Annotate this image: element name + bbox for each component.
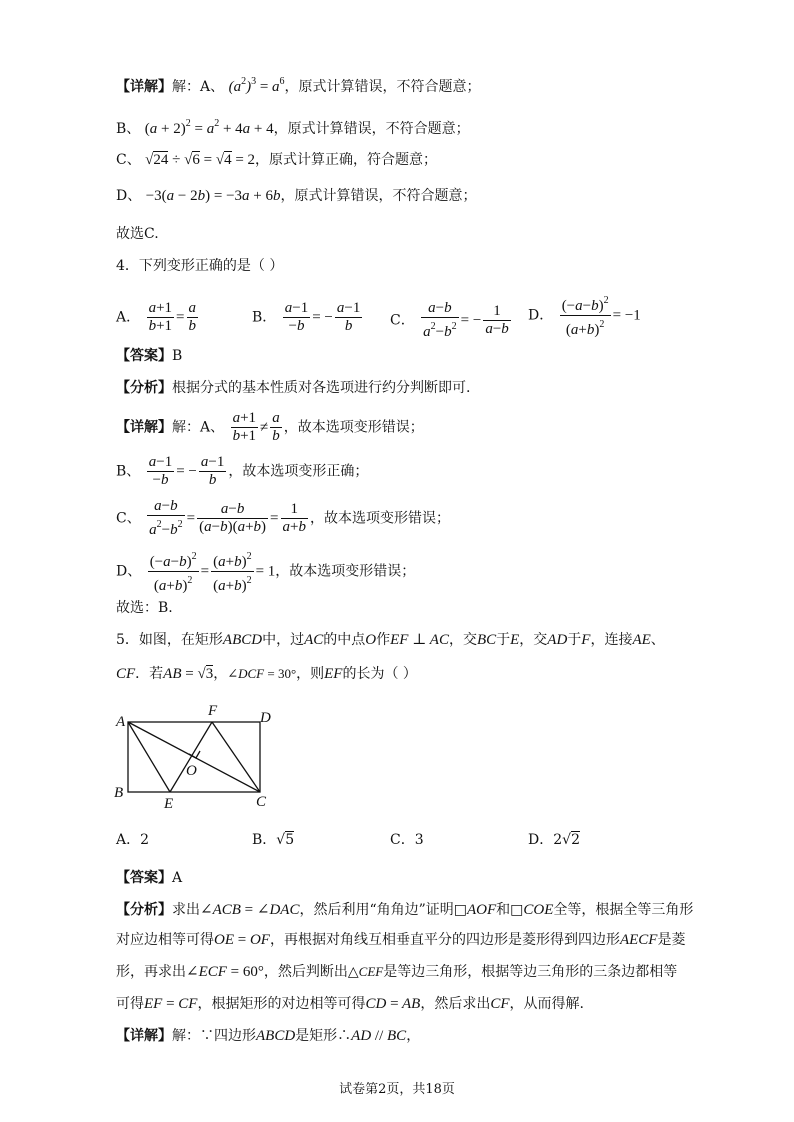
q5-detail-line1: 【详解】解：∵四边形ABCD是矩形∴AD // BC， [116, 1028, 421, 1044]
fraction: $\frac{a-1}{-b}$ [148, 454, 173, 488]
analysis-text: 全等，根据全等三角形 [553, 902, 694, 918]
page-footer: 试卷第2页，共18页 [339, 1082, 455, 1097]
option-label: C． [390, 312, 415, 329]
q5-stem-line2: CF．若AB = √3，∠DCF = 30°，则EF的长为（ ） [116, 666, 417, 682]
note: ，故本选项变形错误； [283, 419, 424, 436]
q5-analysis-line2: 对应边相等可得OE = OF，再根据对角线互相垂直平分的四边形是菱形得到四边形AECF是菱 [116, 932, 686, 948]
detail-tag: 【详解】 [116, 79, 172, 95]
option-value: 2 [553, 832, 563, 848]
segment-ef [170, 722, 212, 792]
fraction: $\frac{a-1}{-b}$ [284, 300, 309, 334]
analysis-text: 可得 [116, 996, 144, 1012]
fraction: $\frac{a}{b}$ [272, 410, 280, 444]
option-label: D． [528, 307, 554, 324]
stem-text: ．若 [135, 666, 164, 682]
detail-text: 解：∵四边形 [172, 1028, 256, 1044]
stem-text: ，则 [296, 666, 325, 682]
stem-text: ，交 [519, 632, 548, 648]
fraction: $\frac{a-1}{b}$ [336, 300, 361, 334]
q5-option-c [390, 830, 424, 850]
option-label: A． [116, 309, 141, 326]
stem-text: ，连接 [590, 632, 633, 648]
analysis-text: ，然后判断出△ [263, 964, 359, 980]
math-expression: $(a^2)^3 = a^6$ [228, 76, 285, 95]
option-label: C． [390, 832, 415, 848]
option-label: B． [252, 832, 277, 848]
q4-answer [116, 346, 182, 366]
label-a: A [116, 714, 126, 730]
option-label: C、 [116, 152, 141, 168]
q4-stem: 4．下列变形正确的是（ ） [116, 258, 284, 274]
q4-option-b: B． $\frac{a-1}{-b}$ = − $\frac{a-1}{b}$ [252, 300, 361, 334]
rectangle-figure [110, 700, 290, 812]
analysis-text: 求出 [172, 902, 200, 918]
analysis-text: 根据分式的基本性质对各选项进行约分判断即可. [172, 380, 471, 396]
q5-option-a [116, 830, 149, 850]
option-label: D． [528, 832, 554, 848]
label-f: F [208, 703, 218, 719]
answer-value: A [172, 870, 183, 886]
option-value: 5 [285, 832, 295, 848]
note: ，故本选项变形错误； [275, 563, 416, 580]
q4-analysis [116, 378, 470, 398]
fraction: $\frac{a-b}{a^2-b^2}$ [149, 498, 183, 538]
stem-text: 5．如图，在矩形 [116, 632, 223, 648]
q3-detail-line-d [116, 186, 477, 206]
analysis-text: ，再根据对角线互相垂直平分的四边形是菱形得到四边形 [269, 932, 620, 948]
fraction: $\frac{1}{a+b}$ [282, 501, 306, 535]
q4-detail-b: B、 $\frac{a-1}{-b}$ = − $\frac{a-1}{b}$ ，故本选项变形正确； [116, 454, 369, 488]
label-d: D [260, 710, 271, 726]
analysis-text: ，然后求出 [420, 996, 491, 1012]
q5-stem-line1: 5．如图，在矩形ABCD中，过AC的中点O作EF ⊥ AC，交BC于E，交AD于F，连接AE、 [116, 632, 665, 648]
fraction: $\frac{a-b}{(a-b)(a+b)}$ [199, 501, 267, 535]
answer-tag: 【答案】 [116, 870, 172, 886]
note: ，故本选项变形正确； [228, 463, 369, 480]
q3-conclusion: 故选C. [116, 226, 159, 242]
q4-option-d: D． $\frac{(-a-b)^2}{(a+b)^2}$ = −1 [528, 292, 641, 339]
answer-tag: 【答案】 [116, 348, 172, 364]
q5-answer [116, 868, 182, 888]
stem-text: 的中点 [323, 632, 366, 648]
stem-text: 中，过 [262, 632, 305, 648]
q3-detail-line-a [116, 72, 481, 97]
note: ，原式计算错误，不符合题意； [273, 121, 470, 137]
fraction: $\frac{(a+b)^2}{(a+b)^2}$ [211, 548, 253, 595]
analysis-text: 是菱 [657, 932, 686, 948]
q3-detail-line-b [116, 114, 470, 139]
analysis-text: ，根据矩形的对边相等可得 [197, 996, 366, 1012]
q4-detail-a: 【详解】解：A、 $\frac{a+1}{b+1}$ ≠ $\frac{a}{b}$ ，故本选项变形错误； [116, 410, 424, 444]
fraction: $\frac{(-a-b)^2}{(a+b)^2}$ [560, 292, 611, 339]
analysis-text: 是等边三角形，根据等边三角形的三条边都相等 [383, 964, 678, 980]
analysis-tag: 【分析】 [116, 380, 172, 396]
label-c: C [256, 794, 267, 810]
note: ，原式计算错误，不符合题意； [284, 79, 481, 95]
detail-lead: 解：A、 [172, 419, 225, 436]
note: ，原式计算正确，符合题意； [255, 152, 438, 168]
option-label: A． [116, 832, 141, 848]
q4-option-a: A． $\frac{a+1}{b+1}$ = $\frac{a}{b}$ [116, 300, 197, 334]
q4-conclusion: 故选：B. [116, 600, 173, 616]
q3-detail-line-c [116, 150, 437, 170]
detail-text: ， [406, 1028, 421, 1044]
fraction: $\frac{a+1}{b+1}$ [148, 300, 173, 334]
stem-text: 的长为（ ） [342, 666, 417, 682]
label-e: E [164, 796, 174, 812]
math-expression: √24 ÷ √6 = √4 = 2 [145, 152, 256, 168]
stem-text: ， [213, 666, 228, 682]
analysis-tag: 【分析】 [116, 902, 172, 918]
fraction: $\frac{1}{a-b}$ [485, 303, 509, 337]
detail-text: 是矩形∴ [295, 1028, 352, 1044]
math-expression: $(a + 2)^2 = a^2 + 4a + 4$ [144, 118, 274, 137]
q4-detail-d: D、 $\frac{(-a-b)^2}{(a+b)^2}$ = $\frac{(a+b)^2}{(a+b)^2}$ = 1，故本选项变形错误； [116, 548, 415, 595]
fraction: $\frac{a+1}{b+1}$ [232, 410, 257, 444]
option-label: C、 [116, 510, 141, 527]
stem-text: 于 [496, 632, 511, 648]
option-label: D、 [116, 188, 142, 204]
option-label: B、 [116, 463, 141, 480]
detail-tag: 【详解】 [116, 419, 172, 436]
fraction: $\frac{a-b}{a^2-b^2}$ [423, 300, 457, 340]
label-o: O [186, 763, 197, 779]
option-value: 2 [140, 832, 150, 848]
fraction: $\frac{a-1}{b}$ [200, 454, 225, 488]
label-b: B [114, 785, 124, 801]
fraction: $\frac{(-a-b)^2}{(a+b)^2}$ [148, 548, 199, 595]
q5-option-d: D．2√2 [528, 832, 580, 848]
note: ，故本选项变形错误； [309, 510, 450, 527]
option-value: 3 [414, 832, 424, 848]
stem-text: 、 [650, 632, 665, 648]
option-label: D、 [116, 563, 142, 580]
stem-text: 于 [567, 632, 582, 648]
stem-text: 作 [376, 632, 391, 648]
detail-tag: 【详解】 [116, 1028, 172, 1044]
q4-detail-c: C、 $\frac{a-b}{a^2-b^2}$ = $\frac{a-b}{(a-b)(a+b)}$ = $\frac{1}{a+b}$ ，故本选项变形错误； [116, 498, 450, 538]
fraction: $\frac{a}{b}$ [188, 300, 197, 334]
note: ，原式计算错误，不符合题意； [280, 188, 477, 204]
q4-option-c: C． $\frac{a-b}{a^2-b^2}$ = − $\frac{1}{a-b}$ [390, 300, 509, 340]
analysis-text: 形，再求出 [116, 964, 186, 980]
q5-option-b: B．√5 [252, 832, 295, 848]
segment-cf [212, 722, 260, 792]
analysis-text: ，从而得解. [509, 996, 584, 1012]
analysis-text: 和□ [496, 902, 524, 918]
option-label: B． [252, 309, 277, 326]
q5-analysis-line1: 【分析】求出∠ACB = ∠DAC，然后利用“角角边”证明□AOF和□COE全等，根据全等三角形 [116, 902, 694, 918]
answer-value: B [172, 348, 183, 364]
analysis-text: 对应边相等可得 [116, 932, 214, 948]
q5-analysis-line3: 形，再求出∠ECF = 60°，然后判断出△CEF是等边三角形，根据等边三角形的三条边都相等 [116, 964, 678, 980]
stem-text: ，交 [448, 632, 477, 648]
analysis-text: ，然后利用“角角边”证明□ [299, 902, 467, 918]
detail-lead: 解：A、 [172, 79, 225, 95]
q5-analysis-line4: 可得EF = CF，根据矩形的对边相等可得CD = AB，然后求出CF，从而得解. [116, 996, 584, 1012]
math-expression: −3(a − 2b) = −3a + 6b [145, 188, 281, 204]
option-label: B、 [116, 121, 141, 137]
